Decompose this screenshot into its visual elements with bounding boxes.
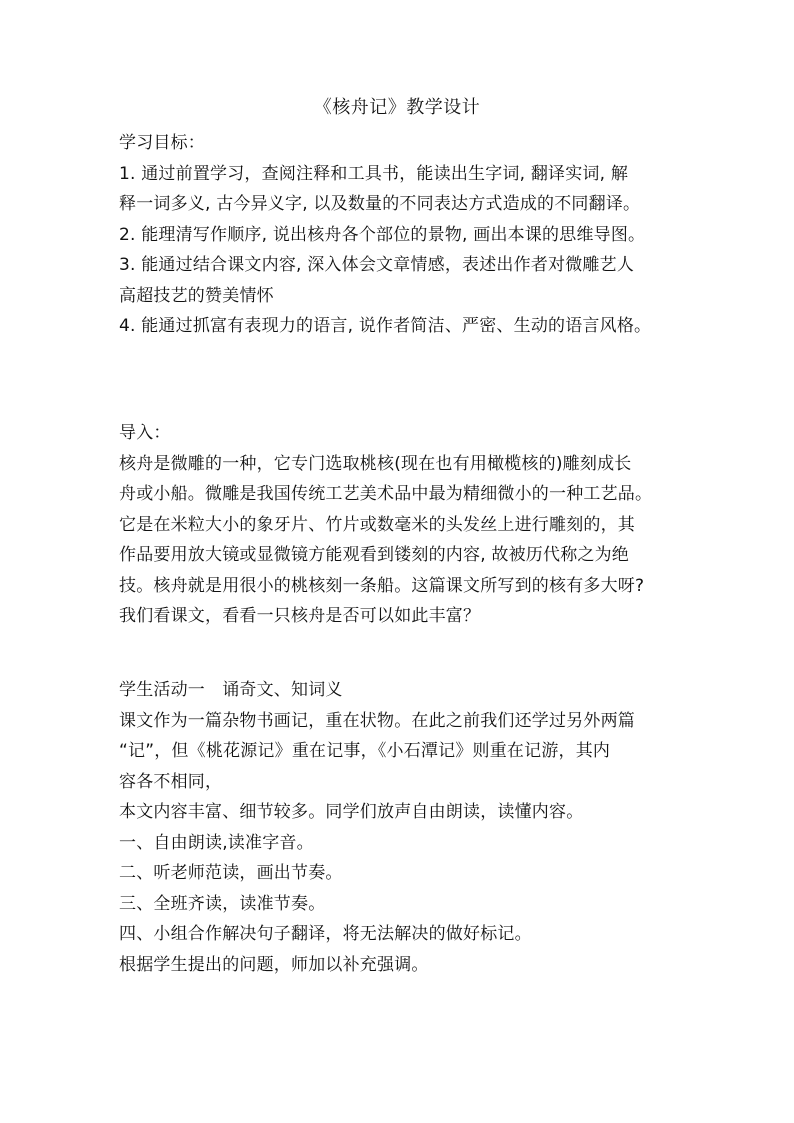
intro-line: 它是在米粒大小的象牙片、竹片或数毫米的头发丝上进行雕刻的，其 (119, 514, 635, 535)
activity-line: “记”，但《桃花源记》重在记事，《小石潭记》则重在记游，其内 (119, 741, 611, 761)
activity-line: 四、小组合作解决句子翻译，将无法解决的做好标记。 (119, 924, 532, 944)
goals-line: 4. 能通过抓富有表现力的语言, 说作者简洁、严密、生动的语言风格。 (119, 316, 652, 336)
intro-line: 作品要用放大镜或显微镜方能观看到镂刻的内容, 故被历代称之为绝 (119, 545, 630, 565)
document-title: 《核舟记》教学设计 (313, 97, 481, 118)
intro-section (119, 418, 679, 632)
activity-section (119, 675, 679, 980)
intro-line: 我们看课文，看看一只核舟是否可以如此丰富？ (119, 606, 481, 626)
goals-line: 高超技艺的赞美情怀 (119, 285, 274, 306)
activity-line: 二、听老师范读，画出节奏。 (119, 863, 343, 883)
goals-heading: 学习目标： (119, 133, 205, 153)
intro-heading: 导入： (119, 423, 171, 443)
intro-line: 技。核舟就是用很小的桃核刻一条船。这篇课文所写到的核有多大呀? (119, 575, 645, 596)
intro-line: 核舟是微雕的一种，它专门选取桃核(现在也有用橄榄核的)雕刻成长 (119, 453, 632, 474)
activity-heading: 学生活动一 诵奇文、知词义 (119, 680, 343, 700)
activity-line: 根据学生提出的问题，师加以补充强调。 (119, 954, 429, 975)
activity-line: 一、自由朗读,读准字音。 (119, 832, 314, 853)
goals-section (119, 128, 679, 342)
activity-line: 课文作为一篇杂物书画记，重在状物。在此之前我们还学过另外两篇 (119, 710, 635, 731)
goals-line: 3. 能通过结合课文内容, 深入体会文章情感，表述出作者对微雕艺人 (119, 255, 635, 275)
activity-line: 容各不相同， (119, 771, 223, 792)
activity-line: 三、全班齐读，读准节奏。 (119, 893, 326, 914)
goals-line: 1. 通过前置学习，查阅注释和工具书，能读出生字词, 翻译实词, 解 (119, 163, 629, 184)
activity-line: 本文内容丰富、细节较多。同学们放声自由朗读，读懂内容。 (119, 802, 584, 822)
goals-line: 释一词多义, 古今异义字, 以及数量的不同表达方式造成的不同翻译。 (119, 194, 641, 214)
intro-line: 舟或小船。微雕是我国传统工艺美术品中最为精细微小的一种工艺品。 (119, 484, 653, 504)
goals-line: 2. 能理清写作顺序, 说出核舟各个部位的景物, 画出本课的思维导图。 (119, 224, 646, 245)
